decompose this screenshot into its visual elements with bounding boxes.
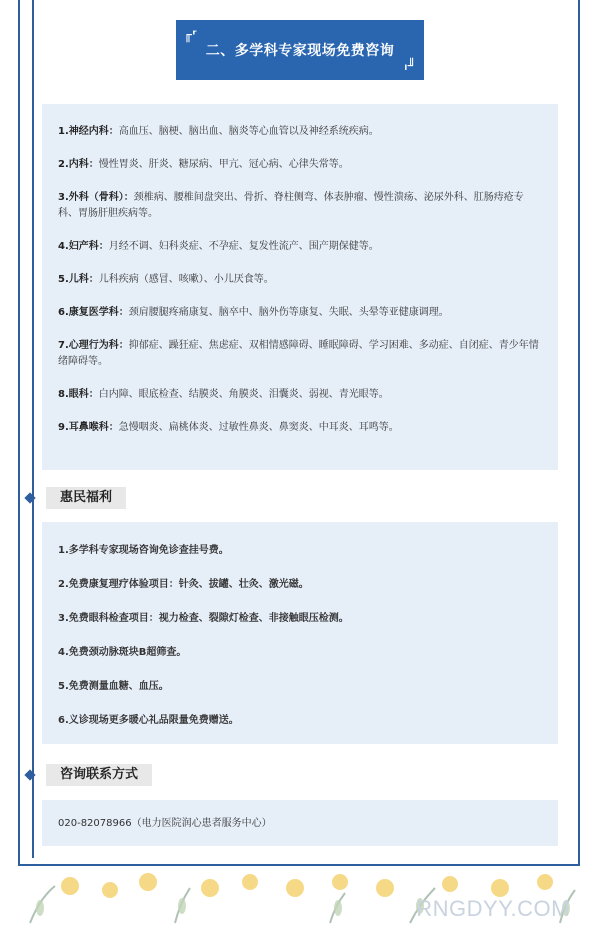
department-name: 9.耳鼻喉科： [58, 422, 119, 433]
contact-text: 020-82078966（电力医院润心患者服务中心） [58, 818, 272, 829]
department-name: 6.康复医学科： [58, 307, 129, 318]
corner-ornament-icon: ₗ╜ [404, 59, 416, 74]
department-desc: 儿科疾病（感冒、咳嗽）、小儿厌食等。 [98, 274, 274, 285]
department-item [58, 157, 542, 173]
department-item [58, 272, 542, 288]
department-name: 8.眼科： [58, 389, 99, 400]
section-title-banner [176, 20, 424, 80]
department-desc: 颈肩腰腿疼痛康复、脑卒中、脑外伤等康复、失眠、头晕等亚健康调理。 [128, 307, 449, 318]
corner-ornament-icon: ╓ʳ [184, 28, 197, 43]
department-name: 4.妇产科： [58, 241, 109, 252]
department-desc: 高血压、脑梗、脑出血、脑炎等心血管以及神经系统疾病。 [118, 126, 379, 137]
watermark: RNGDYY.COM [416, 896, 570, 921]
department-desc: 慢性胃炎、肝炎、糖尿病、甲亢、冠心病、心律失常等。 [98, 159, 349, 170]
department-item [58, 124, 542, 140]
departments-card [42, 104, 558, 470]
benefits-card [42, 522, 558, 744]
department-item [58, 387, 542, 403]
department-name: 5.儿科： [58, 274, 99, 285]
benefit-item: 5.免费测量血糖、血压。 [58, 681, 169, 692]
department-item [58, 338, 542, 370]
department-item [58, 305, 542, 321]
department-desc: 急慢咽炎、扁桃体炎、过敏性鼻炎、鼻窦炎、中耳炎、耳鸣等。 [118, 422, 399, 433]
contact-card [42, 800, 558, 846]
department-desc: 抑郁症、躁狂症、焦虑症、双相情感障碍、睡眠障碍、学习困难、多动症、自闭症、青少年情绪障碍等。 [58, 340, 539, 367]
benefit-item: 3.免费眼科检查项目：视力检查、裂隙灯检查、非接触眼压检测。 [58, 613, 349, 624]
department-desc: 月经不调、妇科炎症、不孕症、复发性流产、围产期保健等。 [108, 241, 379, 252]
benefits-heading [26, 487, 126, 509]
section-title: 二、多学科专家现场免费咨询 [205, 43, 395, 59]
department-name: 2.内科： [58, 159, 99, 170]
benefit-item: 6.义诊现场更多暖心礼品限量免费赠送。 [58, 715, 239, 726]
diamond-bullet-icon [24, 769, 35, 780]
benefits-heading-label: 惠民福利 [46, 487, 126, 509]
benefit-item: 4.免费颈动脉斑块B超筛查。 [58, 647, 187, 658]
diamond-bullet-icon [24, 492, 35, 503]
benefit-item: 2.免费康复理疗体验项目：针灸、拔罐、壮灸、激光磁。 [58, 579, 309, 590]
department-name: 3.外科（骨科）： [58, 192, 134, 203]
department-item [58, 190, 542, 222]
department-name: 1.神经内科： [58, 126, 119, 137]
department-item [58, 420, 542, 436]
department-desc: 白内障、眼底检查、结膜炎、角膜炎、泪囊炎、弱视、青光眼等。 [98, 389, 389, 400]
contact-heading-label: 咨询联系方式 [46, 764, 152, 786]
contact-heading [26, 764, 152, 786]
department-item [58, 239, 542, 255]
department-desc: 颈椎病、腰椎间盘突出、骨折、脊柱侧弯、体表肿瘤、慢性溃疡、泌尿外科、肛肠痔疮专科、胃肠肝胆疾病等。 [58, 192, 524, 219]
vertical-accent-line [32, 0, 34, 858]
benefit-item: 1.多学科专家现场咨询免诊查挂号费。 [58, 545, 229, 556]
department-name: 7.心理行为科： [58, 340, 129, 351]
